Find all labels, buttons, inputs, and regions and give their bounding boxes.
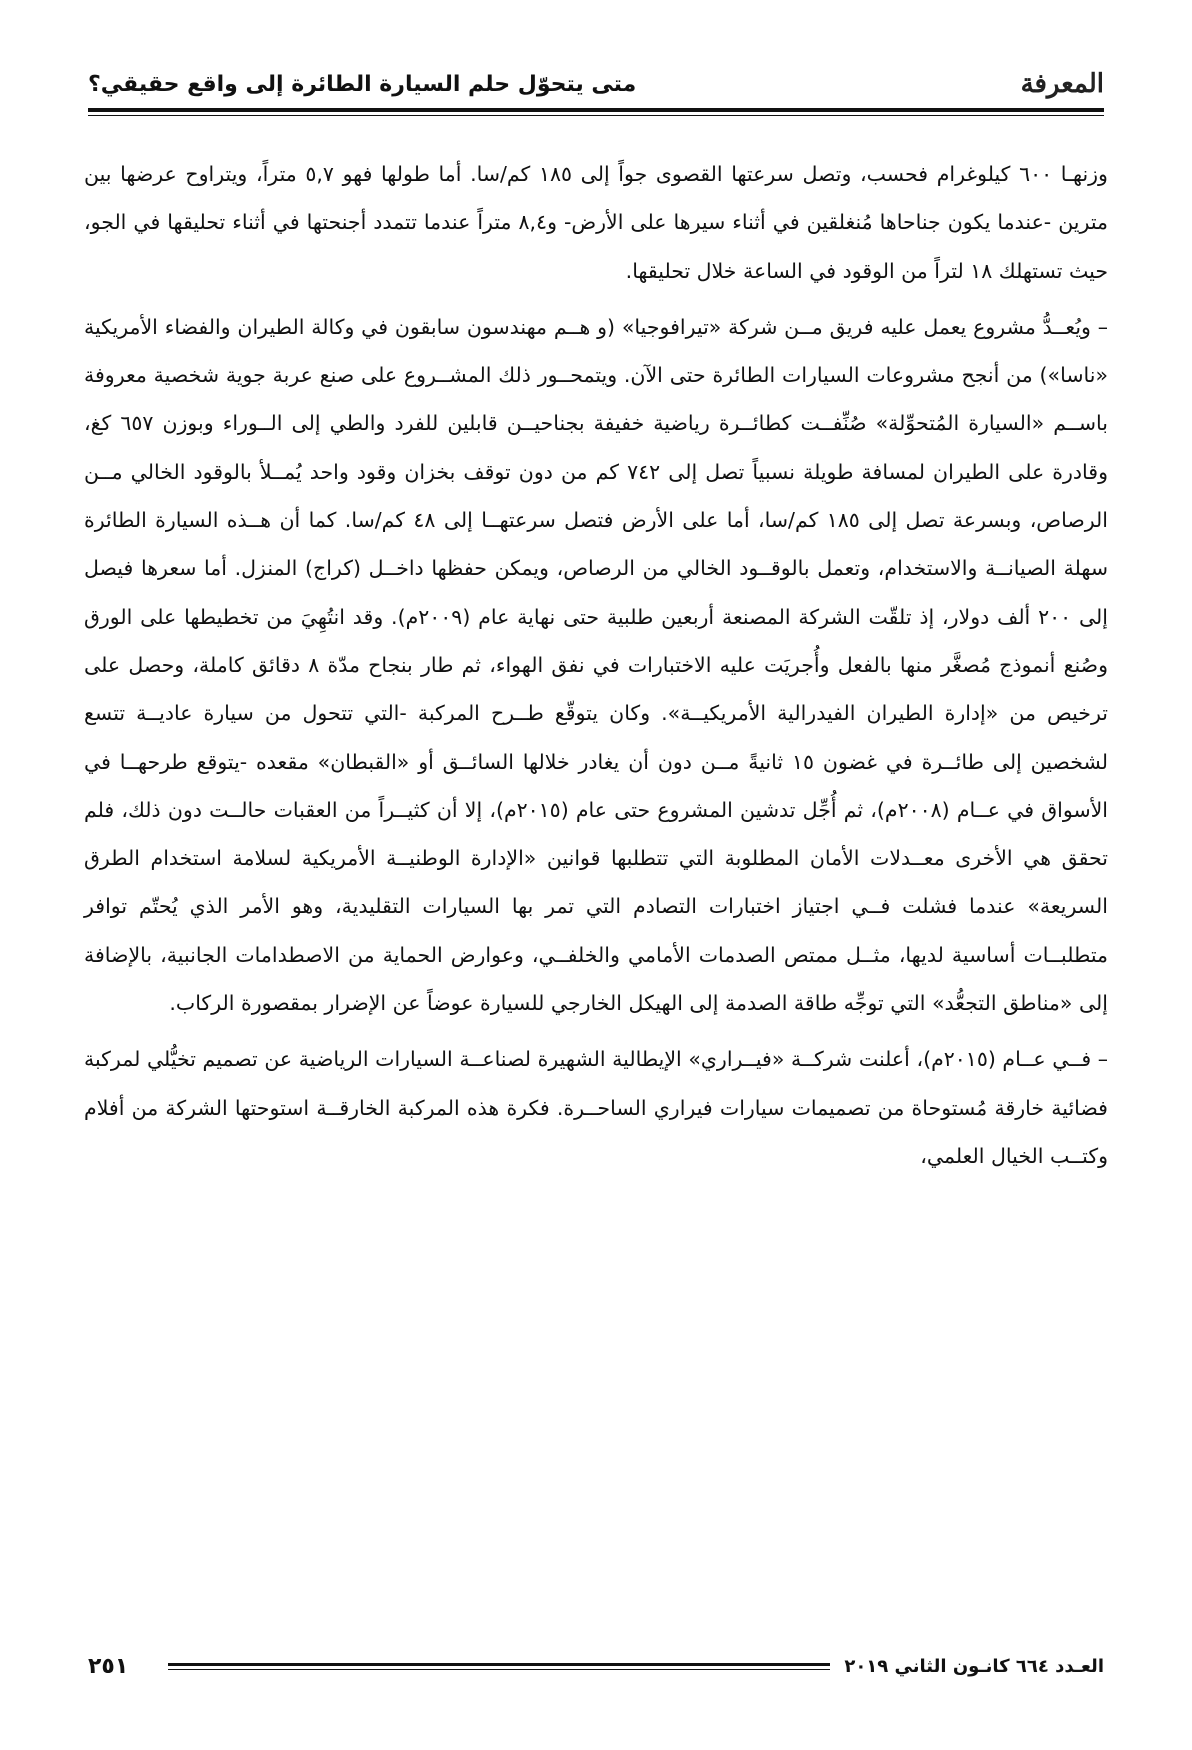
page-footer xyxy=(88,1648,1104,1684)
journal-logo: المعرفة xyxy=(1020,69,1104,99)
running-title: متى يتحوّل حلم السيارة الطائرة إلى واقع حقيقي؟ xyxy=(88,71,637,97)
article-body xyxy=(84,150,1108,1188)
header-rule xyxy=(88,108,1104,112)
header-rule-thin xyxy=(88,115,1104,116)
paragraph-3: – فــي عــام (٢٠١٥م)، أعلنت شركــة «فيــراري» الإيطالية الشهيرة لصناعــة السيارات الرياضية عن تصميم تخيُّلي لمركبة فضائية خارقة مُستوحاة من تصميمات سيارات فيراري الساحــرة. فكرة هذه المركبة الخارقــة استوحتها الشركة من أفلام وكتــب الخيال العلمي، xyxy=(84,1047,1108,1168)
issue-label: العـدد ٦٦٤ كانـون الثاني ٢٠١٩ xyxy=(844,1655,1104,1677)
page-header xyxy=(88,62,1104,106)
footer-rule xyxy=(168,1663,830,1670)
paragraph-2: – ويُعــدُّ مشروع يعمل عليه فريق مــن شركة «تيرافوجيا» (و هــم مهندسون سابقون في وكالة الطيران والفضاء الأمريكية «ناسا») من أنجح مشروعات السيارات الطائرة حتى الآن. ويتمحــور ذلك المشــروع على صنع عربة جوية شخصية معروفة باســم «السيارة المُتحوِّلة» صُنِّفــت كطائــرة رياضية خفيفة بجناحيــن قابلين للفرد والطي إلى الــوراء وبوزن ٦٥٧ كغ، وقادرة على الطيران لمسافة طويلة نسبياً تصل إلى ٧٤٢ كم من دون توقف بخزان وقود واحد يُمــلأ بالوقود الخالي مــن الرصاص، وبسرعة تصل إلى ١٨٥ كم/سا، أما على الأرض فتصل سرعتهــا إلى ٤٨ كم/سا. كما أن هــذه السيارة الطائرة سهلة الصيانــة والاستخدام، وتعمل بالوقــود الخالي من الرصاص، ويمكن حفظها داخــل (كراج) المنزل. أما سعرها فيصل إلى ٢٠٠ ألف دولار، إذ تلقّت الشركة المصنعة أربعين طلبية حتى نهاية عام (٢٠٠٩م). وقد انتُهِيَ من تخطيطها على الورق وصُنع أنموذج مُصغَّر منها بالفعل وأُجريَت عليه الاختبارات في نفق الهواء، ثم طار بنجاح مدّة ٨ دقائق كاملة، وحصل على ترخيص من «إدارة الطيران الفيدرالية الأمريكيــة». وكان يتوقّع طــرح المركبة -التي تتحول من سيارة عاديــة تتسع لشخصين إلى طائــرة في غضون ١٥ ثانيةً مــن دون أن يغادر خلالها السائــق أو «القبطان» مقعده -يتوقع طرحهــا في الأسواق في عــام (٢٠٠٨م)، ثم أُجِّل تدشين المشروع حتى عام (٢٠١٥م)، إلا أن كثيــراً من العقبات حالــت دون ذلك، فلم تحقق هي الأخرى معــدلات الأمان المطلوبة التي تتطلبها قوانين «الإدارة الوطنيــة الأمريكية لسلامة استخدام الطرق السريعة» عندما فشلت فــي اجتياز اختبارات التصادم التي تمر بها السيارات التقليدية، وهو الأمر الذي يُحتّم توافر متطلبــات أساسية لديها، مثــل ممتص الصدمات الأمامي والخلفــي، وعوارض الحماية من الاصطدامات الجانبية، بالإضافة إلى «مناطق التجعُّد» التي توجِّه طاقة الصدمة إلى الهيكل الخارجي للسيارة عوضاً عن الإضرار بمقصورة الركاب. xyxy=(84,314,1109,1016)
page-number: ٢٥١ xyxy=(88,1653,129,1679)
paragraph-1: وزنهـا ٦٠٠ كيلوغرام فحسب، وتصل سرعتها القصوى جواً إلى ١٨٥ كم/سا. أما طولها فهو ٥,٧ متراً، ويتراوح عرضها بين مترين -عندما يكون جناحاها مُنغلقين في أثناء سيرها على الأرض- و٨,٤ متراً عندما تتمدد أجنحتها في أثناء تحليقها في الجو، حيث تستهلك ١٨ لتراً من الوقود في الساعة خلال تحليقها. xyxy=(84,162,1108,283)
